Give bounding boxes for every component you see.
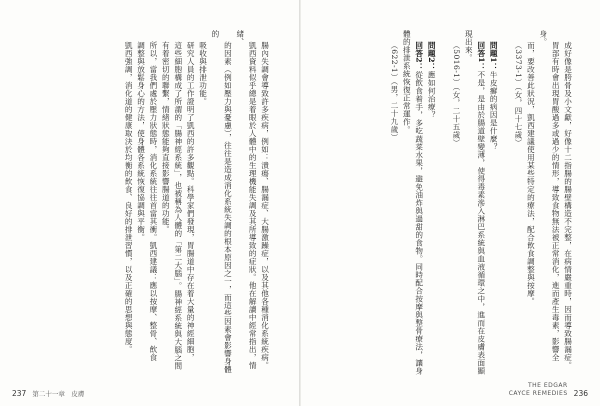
left-column-9: 調整與放鬆身心的方法，使身體各系統恢復協調與平衡。 — [136, 41, 146, 242]
right-column-2: 胃部有時會出現胃酸過多或過少的情形，導致食物無法被正常消化，進而產生毒素，影響全身。 — [538, 30, 561, 362]
left-column-8: 所以，當我們處於壓力狀態時，消化系統往往首當其衝。凱西建議：應以按摩、整骨、飲食 — [148, 41, 158, 362]
left-column-4: 吸收與排泄功能。 — [198, 41, 208, 106]
right-case-code-1: （3373-1）（女，四十七歲） — [513, 41, 523, 147]
left-column-3: 的因素（例如壓力與憂慮），往往是造成消化系統失調的根本原因之一，而這些因素會影響身體的 — [210, 30, 233, 374]
case-code-3: （622-1）（男，二十九歲） — [389, 41, 399, 142]
book-title-line-2: CAYCE REMEDIES — [508, 390, 568, 397]
right-page-number: 236 — [573, 389, 588, 398]
answer-1-text: 不是，是由於腸道壁變薄，使得毒素滲入淋巴系統與血液循環之中，進而在皮膚表面顯現出來。 — [464, 30, 486, 375]
book-title — [509, 382, 568, 398]
question-1-label: 問題1： — [489, 41, 499, 71]
left-page — [0, 0, 299, 406]
right-column-1: 成好像是胯骨及小文獻，好像十二指腸的腸壁構造不完整，在病情嚴重時，因而導致腸漏症。 — [563, 41, 573, 370]
answer-2-text: 從飲食着手，多吃蔬菜水果，避免油炸與過甜的食物。同時配合按摩與整骨療法，讓身體的排泄系統恢復正常運作。 — [402, 30, 424, 375]
question-2-text: 應如何治療？ — [427, 70, 437, 119]
case-code-2: （5016-1）（女，二十五歲） — [451, 41, 461, 147]
left-column-1: 腸內失調會導致許多疾病，例如：潰瘍、腸漏症、大腸激躁症，以及其他各種消化系統疾病。 — [260, 41, 270, 370]
left-column-5: 研究人員的工作證明了凱西的許多觀點。科學家們發現，胃腸道中存在着大量的神經細胞， — [186, 41, 196, 362]
left-page-number: 237 — [12, 389, 27, 398]
left-footer — [12, 389, 84, 398]
left-column-6: 這些細胞構成了所謂的「腸神經系統」，也被稱為人體的「第二大腦」。腸神經系統與大腦之間 — [173, 41, 183, 370]
question-1-text: 牛皮癬的病因是什麼？ — [489, 70, 499, 151]
right-page — [301, 0, 600, 406]
left-body-text — [11, 30, 283, 375]
running-head: 第二十一章 皮膚 — [32, 390, 85, 398]
right-footer — [509, 382, 588, 398]
left-column-2: 凱西資料似乎總是着眼於人體中的生理機能失調及其所導致的症狀。他在解讀中經常指出，情緒、 — [235, 30, 258, 370]
question-2-label: 問題2： — [427, 41, 437, 71]
answer-1-label: 回答1： — [476, 41, 486, 71]
right-column-3: 而，要改善此狀況，凱西建議使用某些特定的療法，配合飲食調整與按摩。 — [526, 41, 536, 306]
book-title-line-1: THE EDGAR — [527, 382, 568, 389]
answer-2-label: 回答2： — [414, 41, 424, 71]
right-body-text — [316, 30, 586, 375]
left-column-7: 有着密切的聯繫，情緒狀態能夠直接影響腸道的功能。 — [161, 41, 171, 234]
left-column-10: 凱西強調，消化道的健康取決於均衡的飲食、良好的排泄習慣，以及正確的思想與態度。 — [124, 41, 134, 354]
